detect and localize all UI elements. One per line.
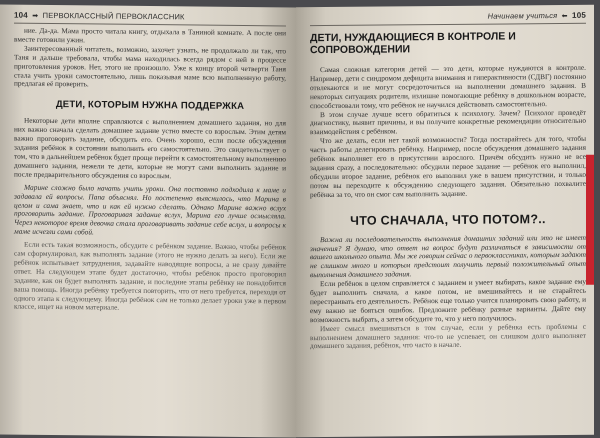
arrow-icon: ⬅ <box>561 12 568 20</box>
right-final-paragraph: Если ребёнок в целом справляется с заданием и умеет выбирать, какое задание ему будет выполнить сначала, а какое потом, не вмешивайтесь и не старайтесь перестраивать его деятельность. Ребёнок еще только учится планировать свою работу, и ему важно не бояться ошибок. Предложите ребёнку разные варианты. Дайте ему возможность выбрать, а затем обсудите то, что у него получилось. <box>310 276 586 324</box>
left-intro-paragraph: ние. Да-да. Мама просто читала книгу, отдыхала в Таниной комнате. А после они вместе готовили ужин. <box>14 25 286 45</box>
right-page <box>296 5 594 438</box>
right-section-paragraph: Самая сложная категория детей — это дети, которые нуждаются в контроле. Например, дети с синдромом дефицита внимания и гиперактивности (СДВГ) постоянно отвлекаются и не могут сосредоточиться на выполнении домашнего задания. В некоторых ситуациях родители, излишне помогающие ребёнку в дошкольном возрасте, способствовали тому, что ребёнок не научился действовать самостоятельно. <box>310 62 586 110</box>
left-page-number: 104 <box>14 10 28 20</box>
right-section-heading: ДЕТИ, НУЖДАЮЩИЕСЯ В КОНТРОЛЕ И СОПРОВОЖДЕНИИ <box>310 30 516 57</box>
left-page <box>0 4 296 437</box>
arrow-icon: ➡ <box>32 12 39 20</box>
left-intro-paragraph: Заинтересованный читатель, возможно, захочет узнать, не продолжало ли так, что Таня и дальше требовала, чтобы мама находилась всегда рядом с ней в процессе приготовления уроков. Нет, этого не произошло. Уже к концу второй четверти Таня стала учить уроки самостоятельно, лишь показывая маме всю выполненную работу, предлагая её проверить. <box>14 43 286 89</box>
right-big-heading: ЧТО СНАЧАЛА, ЧТО ПОТОМ?.. <box>350 211 546 228</box>
left-closing-paragraph: Если есть такая возможность, обсудите с ребёнком задание. Важно, чтобы ребёнок сам сформулировал, как выполнять задание (этого не нужно делать за него). Если же ребёнок испытывает затруднения, задавайте наводящие вопросы, а не сразу давайте ответ. На следующем этапе будет достаточно, чтобы ребёнок просто проговорил задание, как он будет выполнять задание, и последние этапы ребёнку не понадобится ваша помощь. Иногда ребёнку требуется повторить, что от него требуется, переходя от одного этапа к следующему. Иногда ребёнок сам не только делает уроки уже в первом классе, ищет на новом материале. <box>14 239 286 313</box>
right-running-title: Начинаем учиться <box>487 10 558 21</box>
right-section-paragraph: В этом случае лучше всего обратиться к психологу. Зачем? Психолог проведёт диагностику, выявит причины, и вы получите конкретные рекомендации относительно взаимодействия с ребёнком. <box>310 107 586 137</box>
right-final-paragraph: Имеет смысл вмешиваться в том случае, если у ребёнка есть проблемы с выполнением домашнего задания: что-то не успевает, он слишком долго выполняет домашнего задания, ребёнок, что часто в начале. <box>310 321 586 351</box>
right-page-number: 105 <box>572 10 586 20</box>
left-running-title: ПЕРВОКЛАССНЫЙ ПЕРВОКЛАССНИК <box>42 10 185 21</box>
left-section-paragraph: Некоторые дети вполне справляются с выполнением домашнего задания, но для них важно сначала сделать домашнее задание устно вместе со взрослым. Этим детям важно проговорить задание, обсудить его. Очень хорошо, если после обсуждения задания ребёнок в состоянии выполнить его самостоятельно. Это свидетельствует о том, что в дальнейшем ребёнок будет проще перейти к самостоятельному выполнению домашнего задания, нежели те дети, которые не могут сами выполнить задание и после предварительного обсуждения со взрослым. <box>14 116 286 181</box>
red-bookmark-tab <box>586 155 594 285</box>
left-section-heading: ДЕТИ, КОТОРЫМ НУЖНА ПОДДЕРЖКА <box>55 99 245 113</box>
right-section-paragraph: Что же делать, если нет такой возможности? Тогда постарайтесь для того, чтобы часть работы делегировать ребёнку. Например, после обсуждения домашнего задания ребёнок выполняет его в присутствии взрослого. Причём обсудить нужно не все задания сразу, а последовательно: обсудили первое задание — ребёнок его выполнил, обсудили второе задание, ребёнок его выполнил уже в вашем присутствии, и только потом вы переходите к обсуждению следующего задания. Обязательно похвалите ребёнка за то, что он смог сам выполнить задание. <box>310 134 586 199</box>
left-italic-example: Марине сложно было начать учить уроки. Она постоянно подходила к маме и задавала ей вопросы. Папа объяснял. Но постепенно выяснилось, что Марина в целом и сама знает, что и как ей нужно сделать. Однако Марине важно вслух проговорить задание. Проговаривая задание вслух, Марина его лучше осмысляла. Через некоторое время девочка стала проговаривать задание себе вслух, и вопросы к маме исчезли сами собой. <box>14 182 286 237</box>
right-final-paragraph: Важна ли последовательность выполнения домашних заданий или это не имеет значения? Я думаю, что ответ на вопрос будут различаться в зависимости от вашего школьного опыта. Мы же говорим сейчас о первоклассниках, которым задают не слишком много и которым предстоит получить первый положительный опыт выполнения домашнего задания. <box>310 232 586 280</box>
